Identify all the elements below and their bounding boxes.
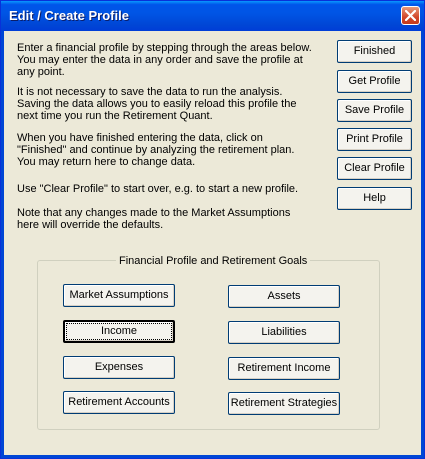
- market-assumptions-button[interactable]: Market Assumptions: [63, 284, 175, 307]
- instruction-paragraph-3: When you have finished entering the data, click on "Finished" and continue by analyzing the retirement plan. You may return here to change data.: [17, 132, 295, 168]
- window-frame-left: [1, 31, 4, 458]
- retirement-accounts-button[interactable]: Retirement Accounts: [63, 391, 175, 414]
- groupbox-title: Financial Profile and Retirement Goals: [116, 255, 310, 267]
- retirement-strategies-button[interactable]: Retirement Strategies: [228, 392, 340, 415]
- retirement-income-button[interactable]: Retirement Income: [228, 357, 340, 380]
- title-bar[interactable]: [1, 1, 424, 31]
- clear-profile-button[interactable]: Clear Profile: [337, 157, 412, 180]
- finished-button[interactable]: Finished: [337, 40, 412, 63]
- income-button[interactable]: Income: [63, 320, 175, 343]
- liabilities-button[interactable]: Liabilities: [228, 321, 340, 344]
- get-profile-button[interactable]: Get Profile: [337, 70, 412, 93]
- instruction-paragraph-5: Note that any changes made to the Market Assumptions here will override the defaults.: [17, 207, 291, 231]
- window-title: Edit / Create Profile: [9, 8, 129, 23]
- window-frame-bottom: [1, 455, 424, 458]
- assets-button[interactable]: Assets: [228, 285, 340, 308]
- save-profile-button[interactable]: Save Profile: [337, 99, 412, 122]
- help-button[interactable]: Help: [337, 187, 412, 210]
- instruction-paragraph-4: Use "Clear Profile" to start over, e.g. to start a new profile.: [17, 183, 299, 195]
- window-frame-right: [421, 31, 424, 458]
- print-profile-button[interactable]: Print Profile: [337, 128, 412, 151]
- close-button[interactable]: [401, 6, 420, 25]
- instruction-paragraph-1: Enter a financial profile by stepping through the areas below. You may enter the data in any order and save the profile at any point.: [17, 42, 312, 78]
- instruction-paragraph-2: It is not necessary to save the data to run the analysis. Saving the data allows you to easily reload this profile the next time you run the Retirement Quant.: [17, 86, 297, 122]
- expenses-button[interactable]: Expenses: [63, 356, 175, 379]
